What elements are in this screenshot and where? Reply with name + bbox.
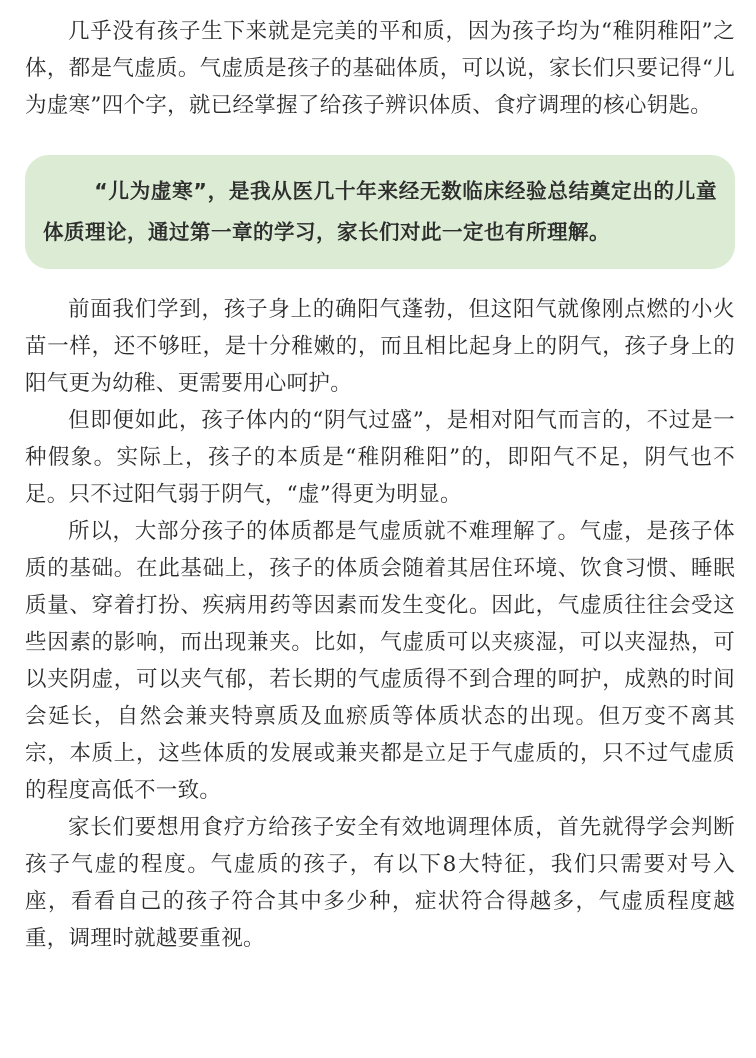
- paragraph-eight-features: 家长们要想用食疗方给孩子安全有效地调理体质，首先就得学会判断孩子气虚的程度。气虚质的孩子，有以下8大特征，我们只需要对号入座，看看自己的孩子符合其中多少种，症状符合得越多，气虚质程度越重，调理时就越要重视。: [25, 815, 735, 951]
- paragraph-intro: 几乎没有孩子生下来就是完美的平和质，因为孩子均为“稚阴稚阳”之体，都是气虚质。气虚质是孩子的基础体质，可以说，家长们只要记得“儿为虚寒”四个字，就已经掌握了给孩子辨识体质、食疗调理的核心钥匙。: [25, 19, 735, 118]
- quote-callout-box: [25, 155, 735, 269]
- paragraph-yang-qi: 前面我们学到，孩子身上的确阳气蓬勃，但这阳气就像刚点燃的小火苗一样，还不够旺，是十分稚嫩的，而且相比起身上的阴气，孩子身上的阳气更为幼稚、更需要用心呵护。: [25, 297, 735, 396]
- document-page: [25, 0, 735, 957]
- paragraph-yin-qi: 但即便如此，孩子体内的“阴气过盛”，是相对阳气而言的，不过是一种假象。实际上，孩子的本质是“稚阴稚阳”的，即阳气不足，阴气也不足。只不过阳气弱于阴气，“虚”得更为明显。: [25, 408, 735, 507]
- body-section: [25, 291, 735, 957]
- paragraph-qi-deficiency: 所以，大部分孩子的体质都是气虚质就不难理解了。气虚，是孩子体质的基础。在此基础上，孩子的体质会随着其居住环境、饮食习惯、睡眠质量、穿着打扮、疾病用药等因素而发生变化。因此，气虚质往往会受这些因素的影响，而出现兼夹。比如，气虚质可以夹痰湿，可以夹湿热，可以夹阴虚，可以夹气郁，若长期的气虚质得不到合理的呵护，成熟的时间会延长，自然会兼夹特禀质及血瘀质等体质状态的出现。但万变不离其宗，本质上，这些体质的发展或兼夹都是立足于气虚质的，只不过气虚质的程度高低不一致。: [25, 519, 735, 803]
- quote-text: “儿为虚寒”，是我从医几十年来经无数临床经验总结奠定出的儿童体质理论，通过第一章的学习，家长们对此一定也有所理解。: [43, 179, 717, 244]
